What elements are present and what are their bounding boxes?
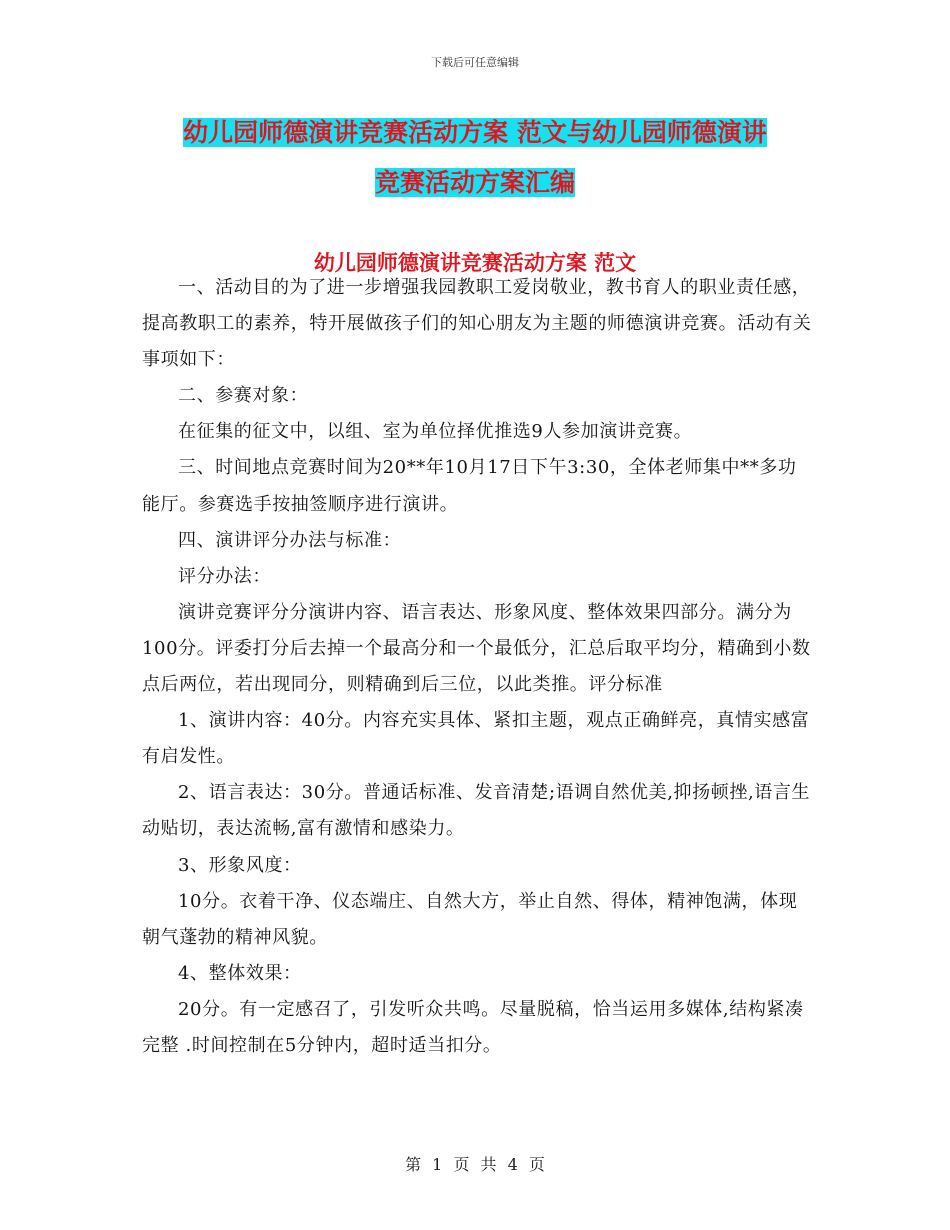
section-title: 幼儿园师德演讲竞赛活动方案 范文 <box>313 251 637 275</box>
document-title <box>140 108 810 208</box>
body-text <box>142 270 812 1064</box>
paragraph-scoring-heading: 四、演讲评分办法与标准： <box>178 529 402 551</box>
paragraph-participants-heading: 二、参赛对象： <box>178 385 309 407</box>
paragraph-participants: 在征集的征文中，以组、室为单位择优推选9人参加演讲竞赛。 <box>178 421 693 443</box>
paragraph-criterion-overall-label: 4、整体效果： <box>178 962 302 984</box>
document-title-line-1: 幼儿园师德演讲竞赛活动方案 范文与幼儿园师德演讲 <box>183 118 767 147</box>
paragraph-criterion-overall: 20分。有一定感召了，引发听众共鸣。尽量脱稿，恰当运用多媒体,结构紧凑完整 .时间控制在5分钟内，超时适当扣分。 <box>142 998 804 1056</box>
paragraph-scoring-method: 演讲竞赛评分分演讲内容、语言表达、形象风度、整体效果四部分。满分为100分。评委打分后去掉一个最高分和一个最低分，汇总后取平均分，精确到小数点后两位，若出现同分，则精确到后三位，以此类推。评分标准 <box>142 601 811 696</box>
paragraph-purpose: 一、活动目的为了进一步增强我园教职工爱岗敬业，教书育人的职业责任感，提高教职工的素养，特开展做孩子们的知心朋友为主题的师德演讲竞赛。活动有关事项如下： <box>142 277 812 371</box>
paragraph-time-location: 三、时间地点竞赛时间为20**年10月17日下午3:30，全体老师集中**多功能厅。参赛选手按抽签顺序进行演讲。 <box>142 457 797 515</box>
paragraph-criterion-appearance-label: 3、形象风度： <box>178 854 302 876</box>
paragraph-criterion-appearance: 10分。衣着干净、仪态端庄、自然大方，举止自然、得体，精神饱满，体现朝气蓬勃的精神风貌。 <box>142 890 798 948</box>
paragraph-criterion-content: 1、演讲内容：40分。内容充实具体、紧扣主题，观点正确鲜亮，真情实感富有启发性。 <box>142 710 810 768</box>
paragraph-scoring-method-label: 评分办法： <box>178 565 271 587</box>
paragraph-criterion-language: 2、语言表达：30分。普通话标准、发音清楚;语调自然优美,抑扬顿挫,语言生动贴切，表达流畅,富有激情和感染力。 <box>142 782 811 840</box>
document-title-line-2: 竞赛活动方案汇编 <box>374 168 575 197</box>
page-footer: 第 1 页 共 4 页 <box>405 1155 545 1174</box>
header-note: 下载后可任意编辑 <box>431 56 519 69</box>
